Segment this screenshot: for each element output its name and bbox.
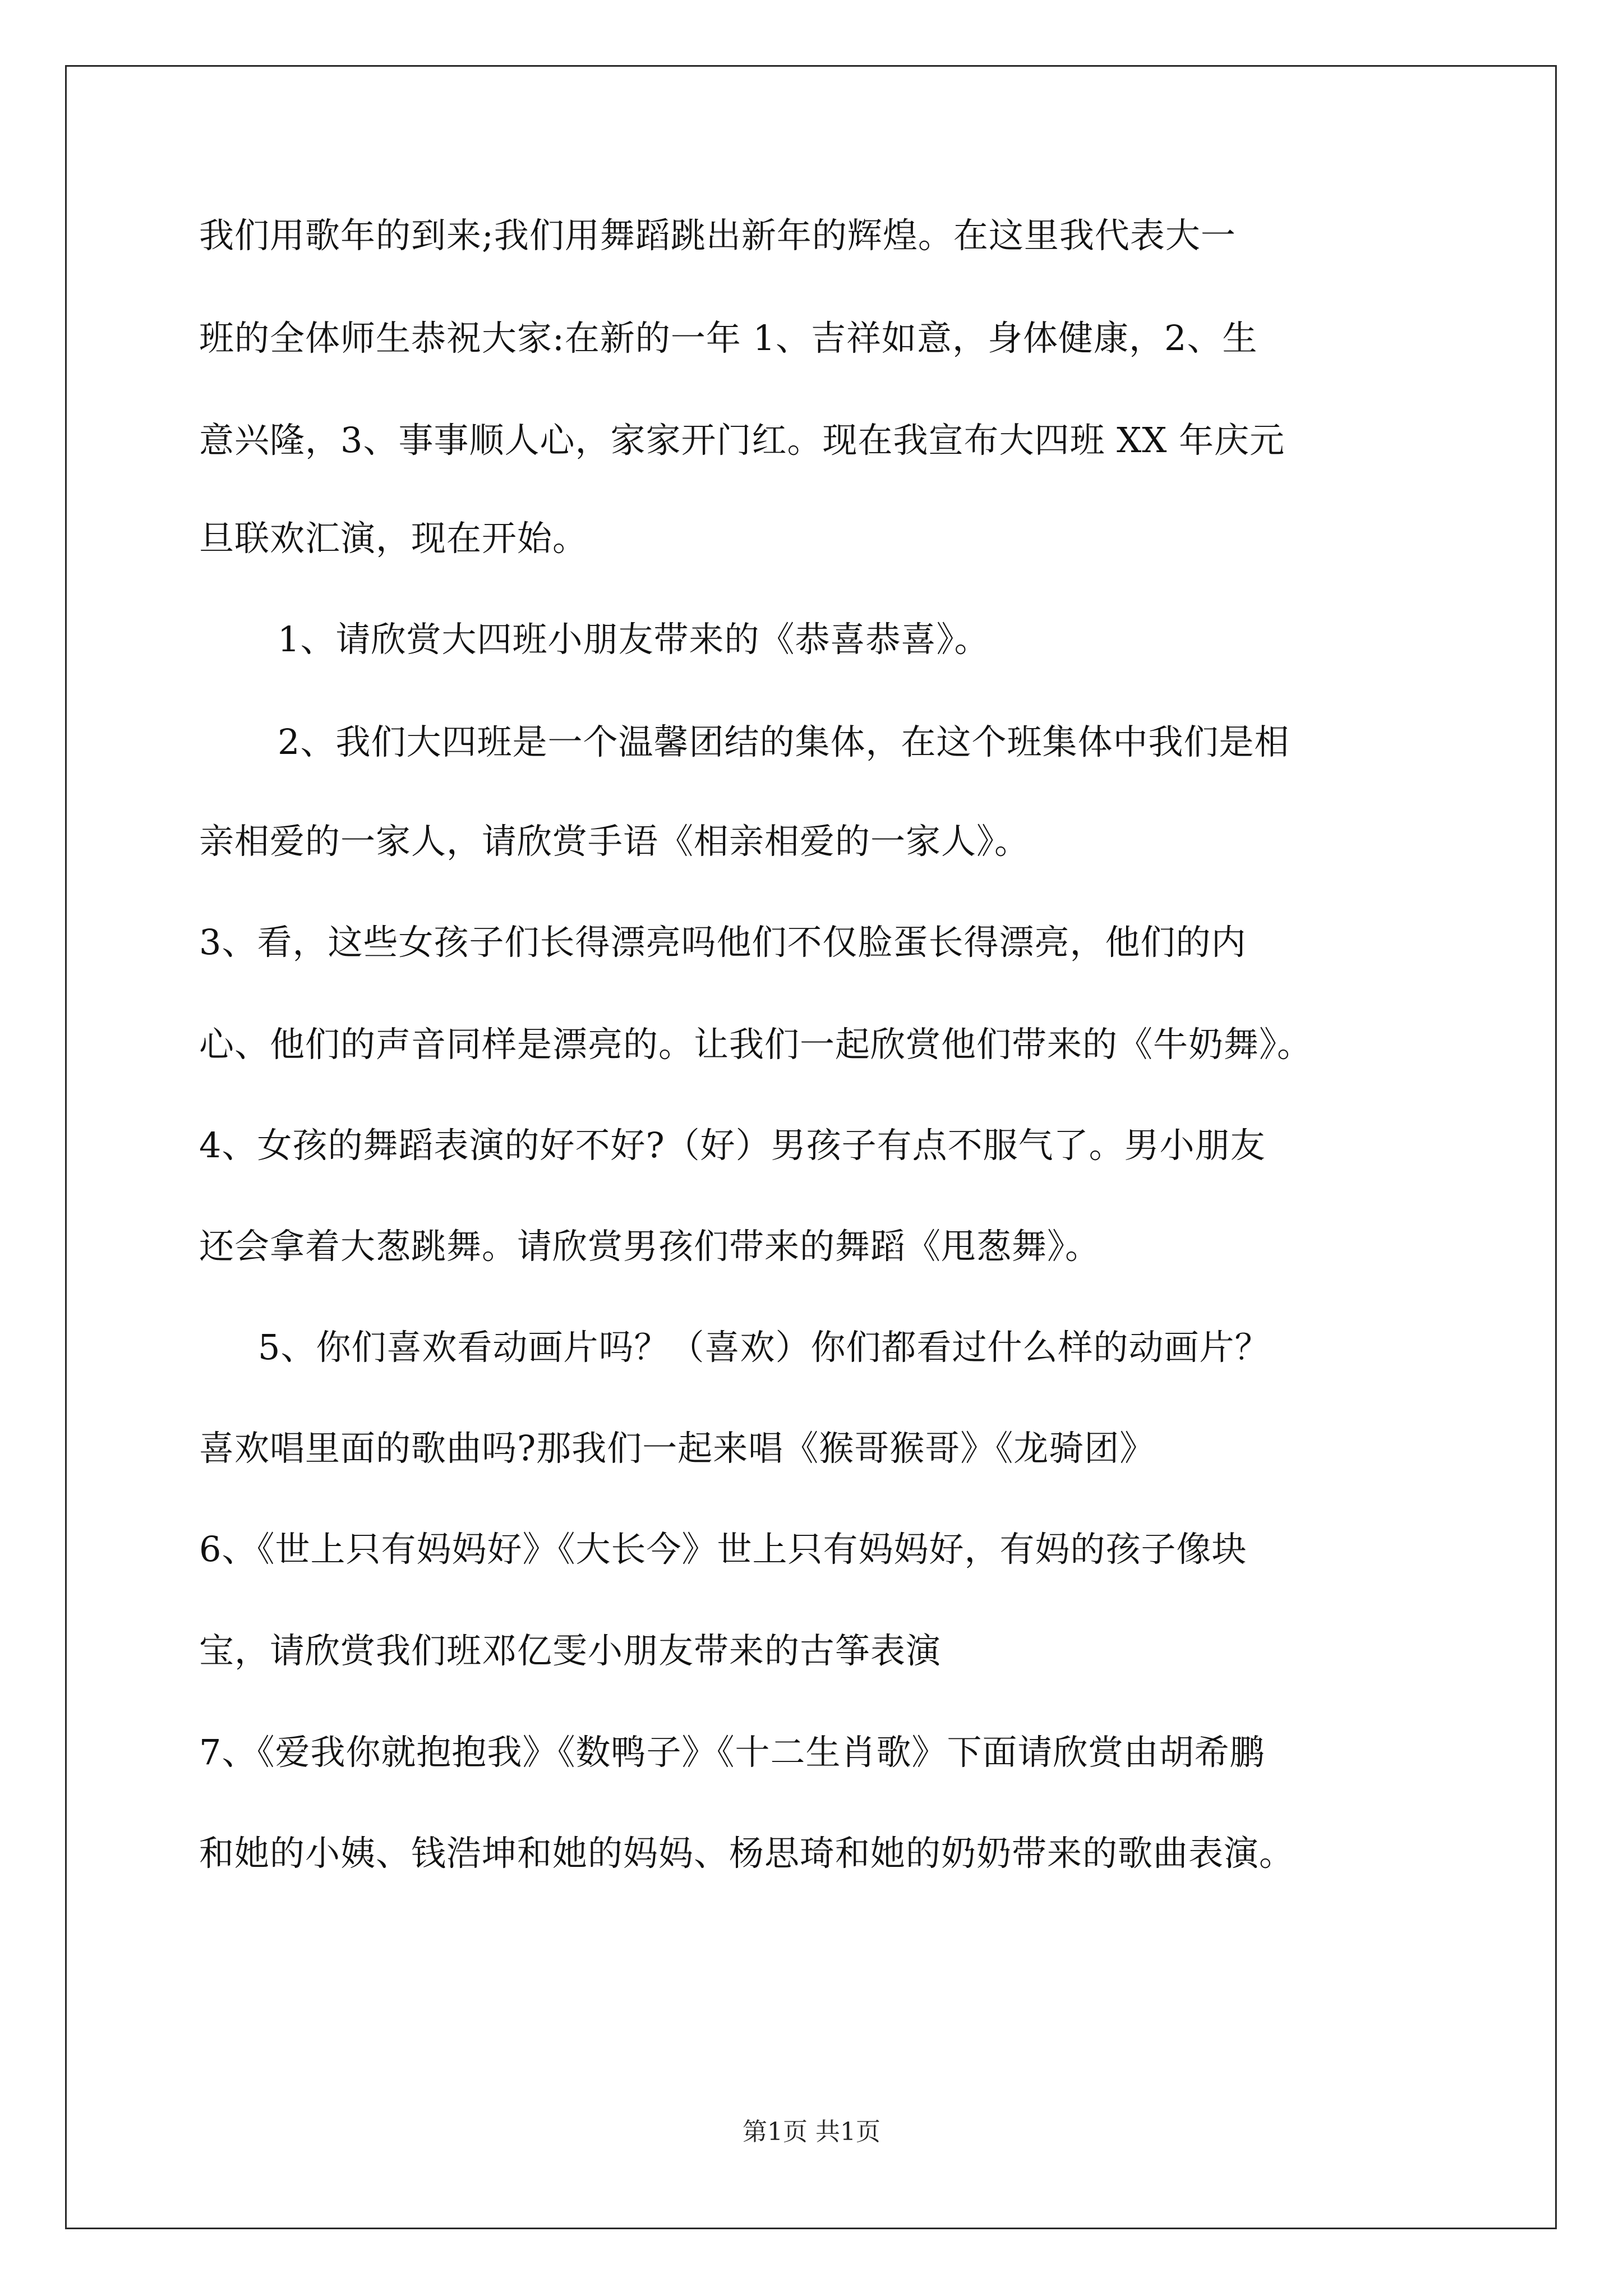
text-line: 5、你们喜欢看动画片吗？（喜欢）你们都看过什么样的动画片？ xyxy=(258,1327,1270,1368)
text-line: 心、他们的声音同样是漂亮的。让我们一起欣赏他们带来的《牛奶舞》。 xyxy=(199,1024,1313,1065)
text-line: 2、我们大四班是一个温馨团结的集体，在这个班集体中我们是相 xyxy=(278,721,1290,762)
text-line: 宝，请欣赏我们班邓亿雯小朋友带来的古筝表演 xyxy=(199,1630,942,1671)
text-line: 1、请欣赏大四班小朋友带来的《恭喜恭喜》。 xyxy=(278,619,990,660)
text-line: 7、《爱我你就抱抱我》《数鸭子》《十二生肖歌》下面请欣赏由胡希鹏 xyxy=(199,1732,1265,1773)
text-line: 6、《世上只有妈妈好》《大长今》世上只有妈妈好，有妈的孩子像块 xyxy=(199,1529,1247,1570)
text-line: 喜欢唱里面的歌曲吗?那我们一起来唱《猴哥猴哥》《龙骑团》 xyxy=(199,1428,1155,1469)
text-line: 还会拿着大葱跳舞。请欣赏男孩们带来的舞蹈《甩葱舞》。 xyxy=(199,1226,1101,1267)
text-line: 亲相爱的一家人，请欣赏手语《相亲相爱的一家人》。 xyxy=(199,821,1030,862)
page-footer: 第1页 共1页 xyxy=(743,2118,880,2146)
text-line: 和她的小姨、钱浩坤和她的妈妈、杨思琦和她的奶奶带来的歌曲表演。 xyxy=(199,1833,1295,1874)
text-line: 3、看，这些女孩子们长得漂亮吗他们不仅脸蛋长得漂亮，他们的内 xyxy=(199,922,1247,963)
text-line: 班的全体师生恭祝大家:在新的一年 1、吉祥如意，身体健康，2、生 xyxy=(199,318,1258,358)
text-line: 旦联欢汇演，现在开始。 xyxy=(199,518,588,559)
text-line: 我们用歌年的到来;我们用舞蹈跳出新年的辉煌。在这里我代表大一 xyxy=(199,215,1236,256)
text-line: 意兴隆，3、事事顺人心，家家开门红。现在我宣布大四班 XX 年庆元 xyxy=(199,420,1285,461)
text-line: 4、女孩的舞蹈表演的好不好?（好）男孩子有点不服气了。男小朋友 xyxy=(199,1125,1266,1166)
